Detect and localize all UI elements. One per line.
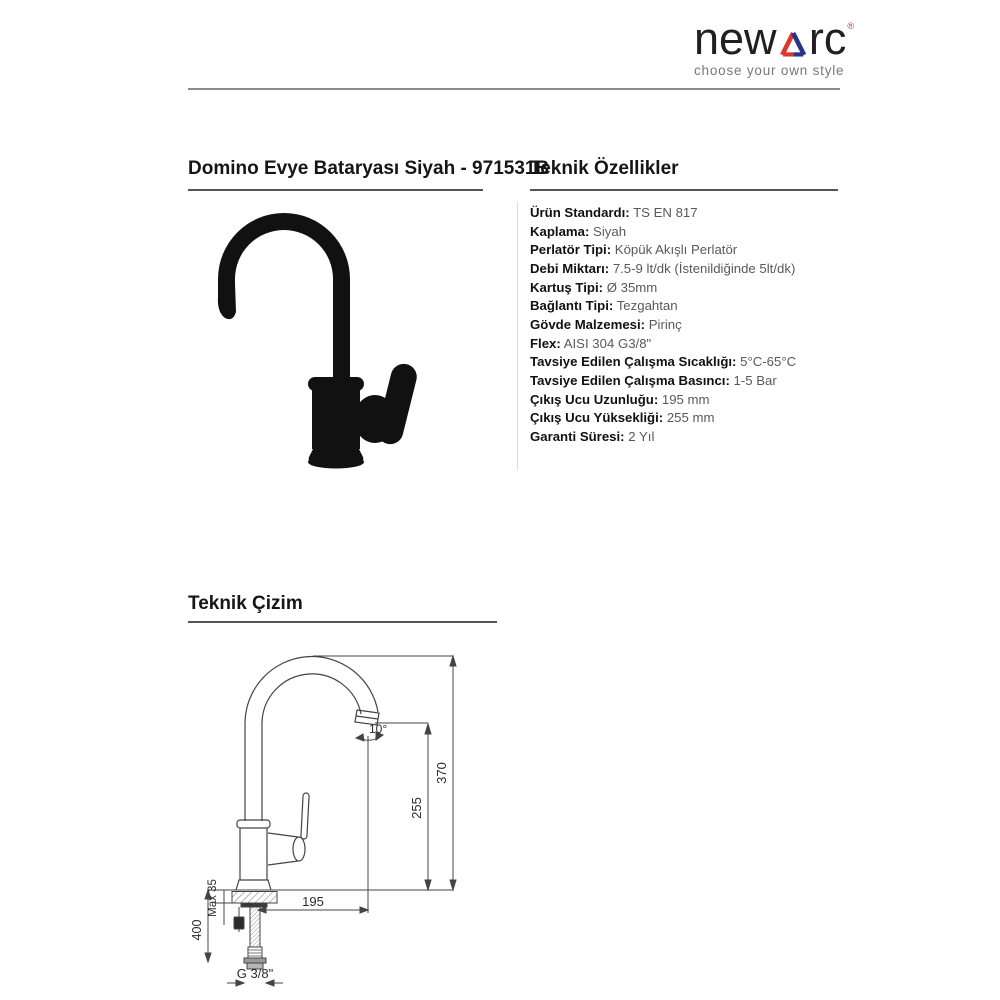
spec-row (530, 353, 850, 372)
drawing-handle-cap (293, 837, 305, 861)
drawing-spout-inner (262, 674, 361, 821)
spec-label: Çıkış Ucu Yüksekliği: (530, 410, 664, 426)
spec-row (530, 316, 850, 335)
faucet-base-rim (308, 456, 364, 469)
spec-value: Ø 35mm (606, 279, 658, 295)
spec-value: 1-5 Bar (733, 372, 777, 388)
drawing-aerator-line (356, 716, 378, 719)
spec-row (530, 260, 850, 279)
spec-value: 7.5-9 lt/dk (İstenildiğinde 5lt/dk) (612, 260, 796, 276)
logo-triangle-icon (778, 28, 808, 59)
spec-label: Gövde Malzemesi: (530, 316, 646, 332)
spec-value: Köpük Akışlı Perlatör (614, 242, 738, 258)
brand-logo (694, 13, 854, 78)
spec-label: Debi Miktarı: (530, 260, 610, 276)
spec-value: 5°C-65°C (740, 354, 797, 370)
spec-value: 2 Yıl (628, 428, 655, 444)
logo-triangle-right-stroke (793, 33, 804, 55)
dim-max35-label: Max 35 (207, 879, 219, 917)
drawing-washer-plate (241, 903, 267, 907)
faucet-body (312, 387, 360, 449)
drawing-heading-underline (188, 621, 497, 623)
dim-370-label: 370 (434, 762, 449, 784)
column-divider (517, 202, 518, 470)
dim-255-arrow-bottom (425, 880, 431, 890)
drawing-body-collar (237, 820, 270, 828)
spec-row (530, 241, 850, 260)
dim-255-arrow-top (425, 724, 431, 734)
spec-row (530, 223, 850, 242)
dim-400-arrow-bottom (205, 953, 211, 962)
spec-row (530, 409, 850, 428)
brand-logo-wordmark (694, 13, 854, 64)
logo-triangle-left-stroke (782, 33, 793, 55)
spec-value: Pirinç (648, 316, 682, 332)
dim-370-arrow-top (450, 656, 456, 666)
spec-value: AISI 304 G3/8" (563, 335, 652, 351)
dim-angle-arrow-left (356, 734, 364, 741)
spec-value: Siyah (593, 223, 627, 239)
spec-row (530, 372, 850, 391)
drawing-mount-nut (234, 917, 244, 929)
spec-value: 195 mm (661, 391, 710, 407)
spec-row (530, 204, 850, 223)
spec-row (530, 391, 850, 410)
drawing-hose-nut-top (244, 958, 266, 963)
spec-value: TS EN 817 (633, 205, 698, 220)
specs-heading-underline (530, 189, 838, 191)
spec-label: Perlatör Tipi: (530, 242, 612, 258)
spec-value: Tezgahtan (616, 298, 678, 314)
technical-drawing (185, 640, 470, 1000)
spec-label: Bağlantı Tipi: (530, 298, 614, 314)
spec-row (530, 279, 850, 298)
brand-tagline: choose your own style (694, 63, 845, 78)
drawing-handle-lever (301, 793, 309, 839)
dim-370-arrow-bottom (450, 880, 456, 890)
logo-text-left: new (694, 13, 777, 64)
spec-label: Tavsiye Edilen Çalışma Basıncı: (530, 372, 730, 388)
spec-value: 255 mm (666, 410, 715, 426)
product-title: Domino Evye Bataryası Siyah - 971531B (188, 158, 550, 179)
specs-heading: Teknik Özellikler (530, 158, 679, 179)
spec-row (530, 428, 850, 447)
drawing-threaded-stud (250, 907, 260, 947)
product-photo-black-faucet (200, 205, 430, 470)
header-divider (188, 88, 840, 90)
spec-label: Çıkış Ucu Uzunluğu: (530, 391, 659, 407)
spec-label: Ürün Standardı: (530, 205, 630, 220)
drawing-heading: Teknik Çizim (188, 593, 303, 614)
dim-400-label: 400 (190, 919, 204, 941)
drawing-body-sides (240, 828, 267, 880)
registered-trademark-mark: ® (847, 21, 854, 31)
dim-195-arrow-right (360, 907, 368, 913)
drawing-countertop-section (232, 892, 277, 904)
drawing-base (236, 880, 271, 890)
specs-list (530, 204, 850, 447)
dim-255-label: 255 (409, 797, 424, 819)
product-title-underline (188, 189, 483, 191)
spec-row (530, 335, 850, 354)
spec-row (530, 297, 850, 316)
dim-thread-label: G 3/8" (236, 966, 274, 981)
logo-text-right: rc (808, 13, 847, 64)
faucet-spout-arc (218, 213, 350, 389)
spec-label: Kartuş Tipi: (530, 279, 604, 295)
dim-angle-label: 10° (369, 722, 388, 736)
spec-label: Garanti Süresi: (530, 428, 625, 444)
dim-195-label: 195 (302, 894, 324, 909)
spec-label: Tavsiye Edilen Çalışma Sıcaklığı: (530, 354, 737, 370)
spec-label: Kaplama: (530, 223, 590, 239)
spec-label: Flex: (530, 335, 561, 351)
